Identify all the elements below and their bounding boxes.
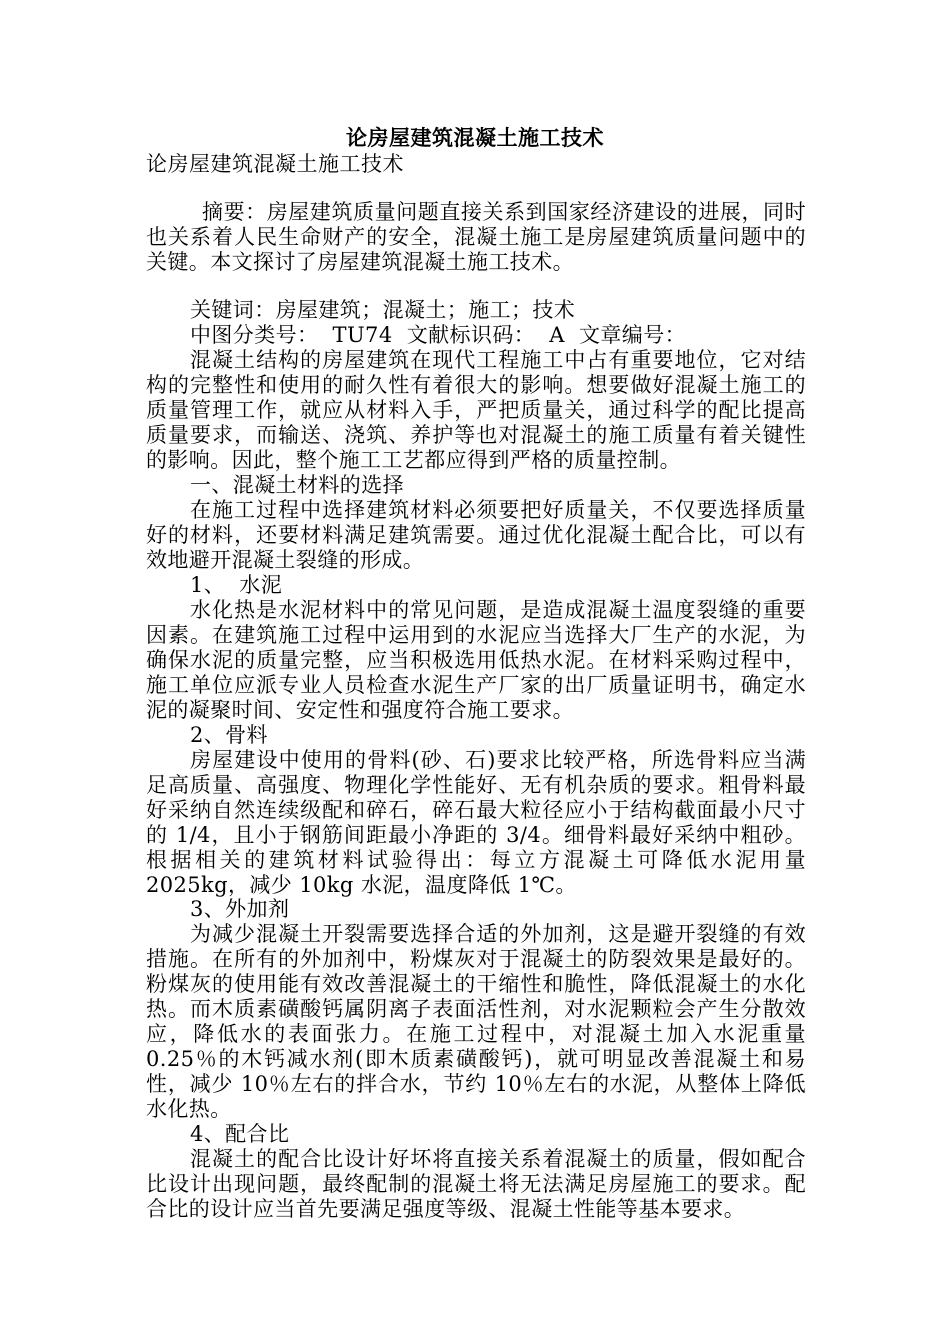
section-paragraph-materials: 在施工过程中选择建筑材料必须要把好质量关，不仅要选择质量好的材料，还要材料满足建筑需要。通过优化混凝土配合比，可以有效地避开混凝土裂缝的形成。: [146, 498, 806, 572]
subheading-cement: 1、 水泥: [190, 573, 283, 597]
document-subtitle: 论房屋建筑混凝土施工技术: [146, 152, 404, 176]
classification-line: 中图分类号： TU74 文献标识码： A 文章编号：: [190, 323, 686, 347]
document-title: 论房屋建筑混凝土施工技术: [346, 125, 604, 150]
paragraph-mix-ratio: 混凝土的配合比设计好坏将直接关系着混凝土的质量，假如配合比设计出现问题，最终配制的混凝土将无法满足房屋施工的要求。配合比的设计应当首先要满足强度等级、混凝土性能等基本要求。: [146, 1147, 806, 1221]
subheading-aggregate: 2、骨料: [190, 723, 268, 747]
paragraph-admixture: 为减少混凝土开裂需要选择合适的外加剂，这是避开裂缝的有效措施。在所有的外加剂中，粉煤灰对于混凝土的防裂效果是最好的。粉煤灰的使用能有效改善混凝土的干缩性和脆性，降低混凝土的水化热。而木质素磺酸钙属阴离子表面活性剂，对水泥颗粒会产生分散效应，降低水的表面张力。在施工过程中，对混凝土加入水泥重量 0.25％的木钙减水剂(即木质素磺酸钙)，就可明显改善混凝土和易性，减少 10％左右的拌合水，节约 10％左右的水泥，从整体上降低水化热。: [146, 922, 806, 1121]
section-heading-materials: 一、混凝土材料的选择: [190, 473, 404, 497]
paragraph-cement: 水化热是水泥材料中的常见问题，是造成混凝土温度裂缝的重要因素。在建筑施工过程中运用到的水泥应当选择大厂生产的水泥，为确保水泥的质量完整，应当积极选用低热水泥。在材料采购过程中，施工单位应派专业人员检查水泥生产厂家的出厂质量证明书，确定水泥的凝聚时间、安定性和强度符合施工要求。: [146, 598, 806, 722]
subheading-mix-ratio: 4、配合比: [190, 1122, 290, 1146]
subheading-admixture: 3、外加剂: [190, 897, 290, 921]
paragraph-aggregate: 房屋建设中使用的骨料(砂、石)要求比较严格，所选骨料应当满足高质量、高强度、物理化学性能好、无有机杂质的要求。粗骨料最好采纳自然连续级配和碎石，碎石最大粒径应小于结构截面最小尺寸的 1/4，且小于钢筋间距最小净距的 3/4。细骨料最好采纳中粗砂。根据相关的建筑材料试验得出：每立方混凝土可降低水泥用量 2025kg，减少 10kg 水泥，温度降低 1℃。: [146, 748, 806, 897]
keywords-line: 关键词：房屋建筑；混凝土；施工；技术: [190, 298, 576, 322]
intro-paragraph: 混凝土结构的房屋建筑在现代工程施工中占有重要地位，它对结构的完整性和使用的耐久性有着很大的影响。想要做好混凝土施工的质量管理工作，就应从材料入手，严把质量关，通过科学的配比提高质量要求，而输送、浇筑、养护等也对混凝土的施工质量有着关键性的影响。因此，整个施工工艺都应得到严格的质量控制。: [146, 348, 806, 472]
abstract-paragraph: 摘要：房屋建筑质量问题直接关系到国家经济建设的进展，同时也关系着人民生命财产的安全，混凝土施工是房屋建筑质量问题中的关键。本文探讨了房屋建筑混凝土施工技术。: [146, 200, 806, 274]
